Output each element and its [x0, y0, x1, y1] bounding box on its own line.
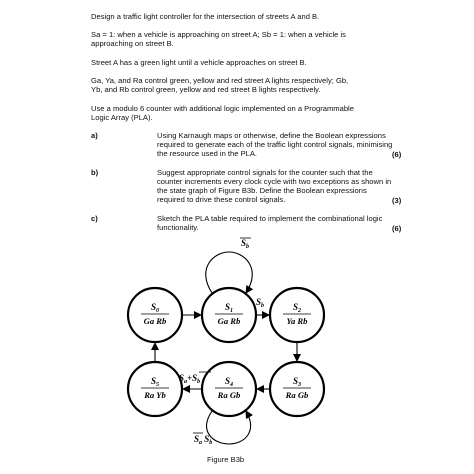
state-s2-node — [270, 288, 324, 342]
edge-label-s4-s5: $S_a+S_b$ — [179, 373, 201, 385]
state-s3-node — [270, 362, 324, 416]
state-s3-name: $S_3$ — [292, 376, 302, 388]
figure-caption: Figure B3b — [207, 455, 245, 464]
state-s2-output: Ya Rb — [286, 316, 308, 326]
intro-counter-line-1: Use a modulo 6 counter with additional logic implemented on a Programmable — [91, 104, 354, 113]
question-b-marks: (3) — [392, 196, 402, 205]
intro-sensor-line-1: Sa = 1: when a vehicle is approaching on street A; Sb = 1: when a vehicle is — [91, 30, 346, 39]
question-a-line: required to generate each of the traffic light control signals, minimising — [157, 140, 393, 149]
state-s0-node — [128, 288, 182, 342]
intro-sensor-line-2: approaching on street B. — [91, 39, 174, 48]
state-s4-node — [202, 362, 256, 416]
question-c-line: functionality. — [157, 223, 199, 232]
intro-lights-line-1: Ga, Ya, and Ra control green, yellow and red street A lights respectively; Gb, — [91, 76, 349, 85]
state-s0-name: $S_0$ — [150, 302, 160, 314]
edge-label-s1-s2: $S_b$ — [256, 297, 265, 309]
edge-s1-self-loop — [206, 252, 253, 293]
question-a-line: Using Karnaugh maps or otherwise, define the Boolean expressions — [157, 131, 386, 140]
state-s5-node — [128, 362, 182, 416]
state-s5-output: Ra Yb — [144, 390, 166, 400]
question-a-line: the resource used in the PLA. — [157, 149, 258, 158]
question-c-line: Sketch the PLA table required to implement the combinational logic — [157, 214, 383, 223]
state-s1-name: $S_1$ — [224, 302, 234, 314]
question-b-label: b) — [91, 168, 99, 177]
state-s1-node — [202, 288, 256, 342]
state-s5-name: $S_5$ — [150, 376, 160, 388]
state-s3-output: Ra Gb — [285, 390, 309, 400]
intro-counter-line-2: Logic Array (PLA). — [91, 113, 153, 122]
intro-line: Design a traffic light controller for the intersection of streets A and B. — [91, 12, 320, 21]
question-b-line: the state graph of Figure B3b. Define the Boolean expressions — [157, 186, 367, 195]
state-s2-name: $S_2$ — [292, 302, 302, 314]
question-a-label: a) — [91, 131, 98, 140]
question-b-line: counter increments every clock cycle with two exceptions as shown in — [157, 177, 392, 186]
intro-street-a-line: Street A has a green light until a vehicle approaches on street B. — [91, 58, 307, 67]
question-b-line: required to drive these control signals. — [157, 195, 286, 204]
state-s0-output: Ga Rb — [143, 316, 167, 326]
state-s4-output: Ra Gb — [217, 390, 241, 400]
state-s1-output: Ga Rb — [217, 316, 241, 326]
question-c-label: c) — [91, 214, 98, 223]
question-b-line: Suggest appropriate control signals for the counter such that the — [157, 168, 373, 177]
edge-label-s1-loop: $S_b$ — [241, 238, 250, 250]
edge-label-s4-loop: $S_a$ $S_b$ — [194, 434, 213, 446]
question-c-marks: (6) — [392, 224, 402, 233]
state-s4-name: $S_4$ — [224, 376, 234, 388]
question-a-marks: (6) — [392, 150, 402, 159]
intro-lights-line-2: Yb, and Rb control green, yellow and red street B lights respectively. — [91, 85, 321, 94]
